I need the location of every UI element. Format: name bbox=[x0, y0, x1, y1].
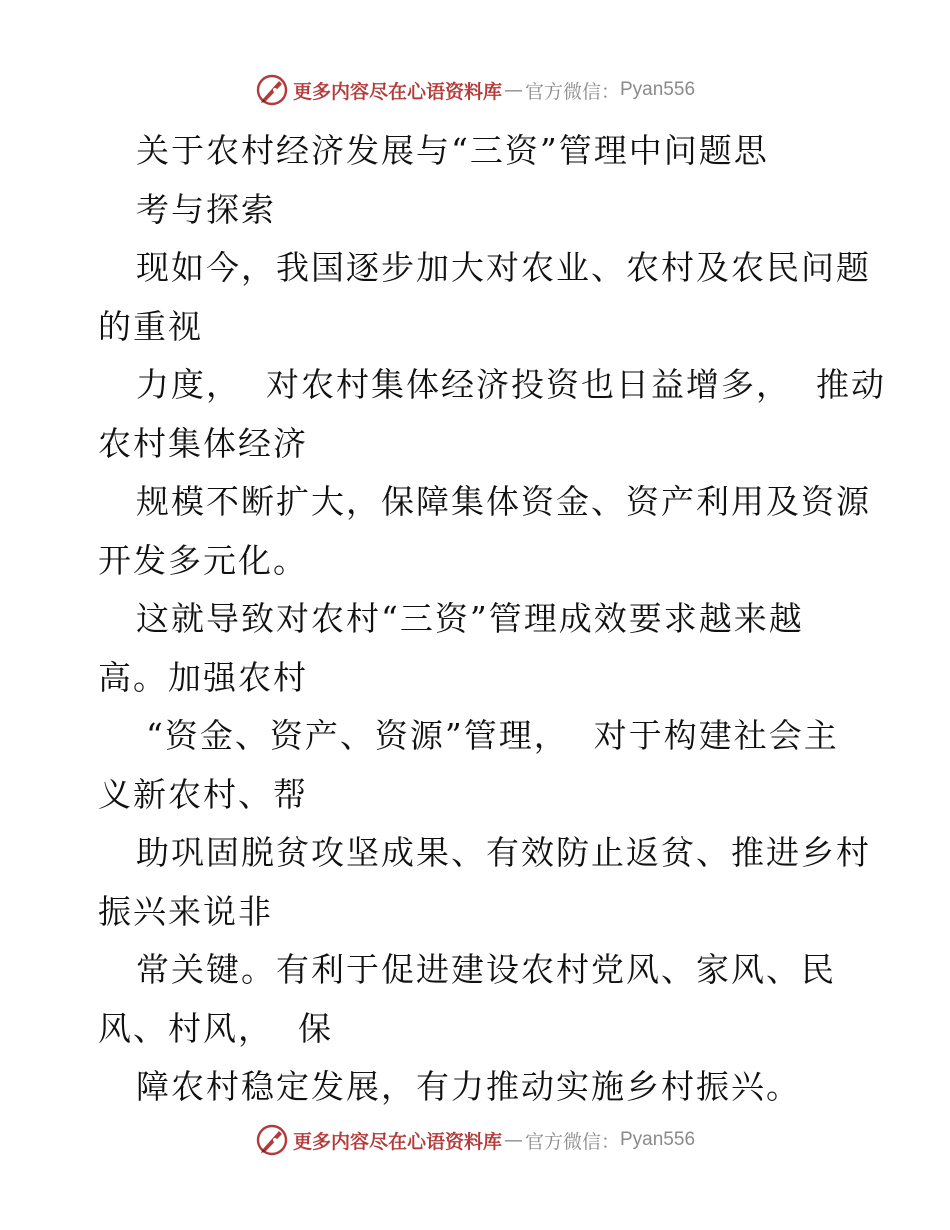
quill-pen-logo-icon bbox=[255, 73, 289, 107]
paragraph-line: 常关键。有利于促进建设农村党风、家风、民 bbox=[136, 950, 836, 989]
paragraph-line: 农村集体经济 bbox=[98, 423, 308, 463]
watermark-wechat-label: 官方微信： bbox=[524, 80, 620, 103]
watermark-wechat-handle: Pyan556 bbox=[620, 1129, 696, 1150]
document-title-line-1: 关于农村经济发展与“三资”管理中问题思 bbox=[136, 131, 769, 170]
paragraph-line: 开发多元化。 bbox=[98, 540, 308, 580]
paragraph-line: 障农村稳定发展，有力推动实施乡村振兴。 bbox=[136, 1067, 801, 1106]
paragraph-line: 这就导致对农村“三资”管理成效要求越来越 bbox=[136, 599, 804, 638]
paragraph-line: 振兴来说非 bbox=[98, 891, 273, 931]
paragraph-line: 力度， 对农村集体经济投资也日益增多， 推动 bbox=[136, 365, 886, 404]
paragraph-line: 风、村风， 保 bbox=[98, 1008, 333, 1048]
watermark-wechat-label: 官方微信： bbox=[524, 1130, 620, 1153]
footer-watermark-banner bbox=[0, 1120, 950, 1160]
paragraph-line: “资金、资产、资源”管理， 对于构建社会主 bbox=[146, 716, 839, 755]
header-watermark-banner bbox=[0, 70, 950, 110]
paragraph-line: 规模不断扩大，保障集体资金、资产利用及资源 bbox=[136, 482, 871, 521]
watermark-slogan: 更多内容尽在心语资料库 bbox=[292, 80, 502, 103]
paragraph-line: 现如今，我国逐步加大对农业、农村及农民问题 bbox=[136, 248, 871, 287]
watermark-wechat-handle: Pyan556 bbox=[620, 79, 696, 100]
document-title-line-2: 考与探索 bbox=[136, 189, 276, 229]
paragraph-line: 高。加强农村 bbox=[98, 657, 308, 697]
paragraph-line: 助巩固脱贫攻坚成果、有效防止返贫、推进乡村 bbox=[136, 833, 871, 872]
quill-pen-logo-icon bbox=[255, 1123, 289, 1157]
watermark-dash: — bbox=[503, 1129, 523, 1151]
watermark-dash: — bbox=[503, 79, 523, 101]
paragraph-line: 义新农村、帮 bbox=[98, 774, 308, 814]
document-body bbox=[98, 122, 886, 1117]
watermark-slogan: 更多内容尽在心语资料库 bbox=[292, 1130, 502, 1153]
paragraph-line: 的重视 bbox=[98, 306, 203, 346]
